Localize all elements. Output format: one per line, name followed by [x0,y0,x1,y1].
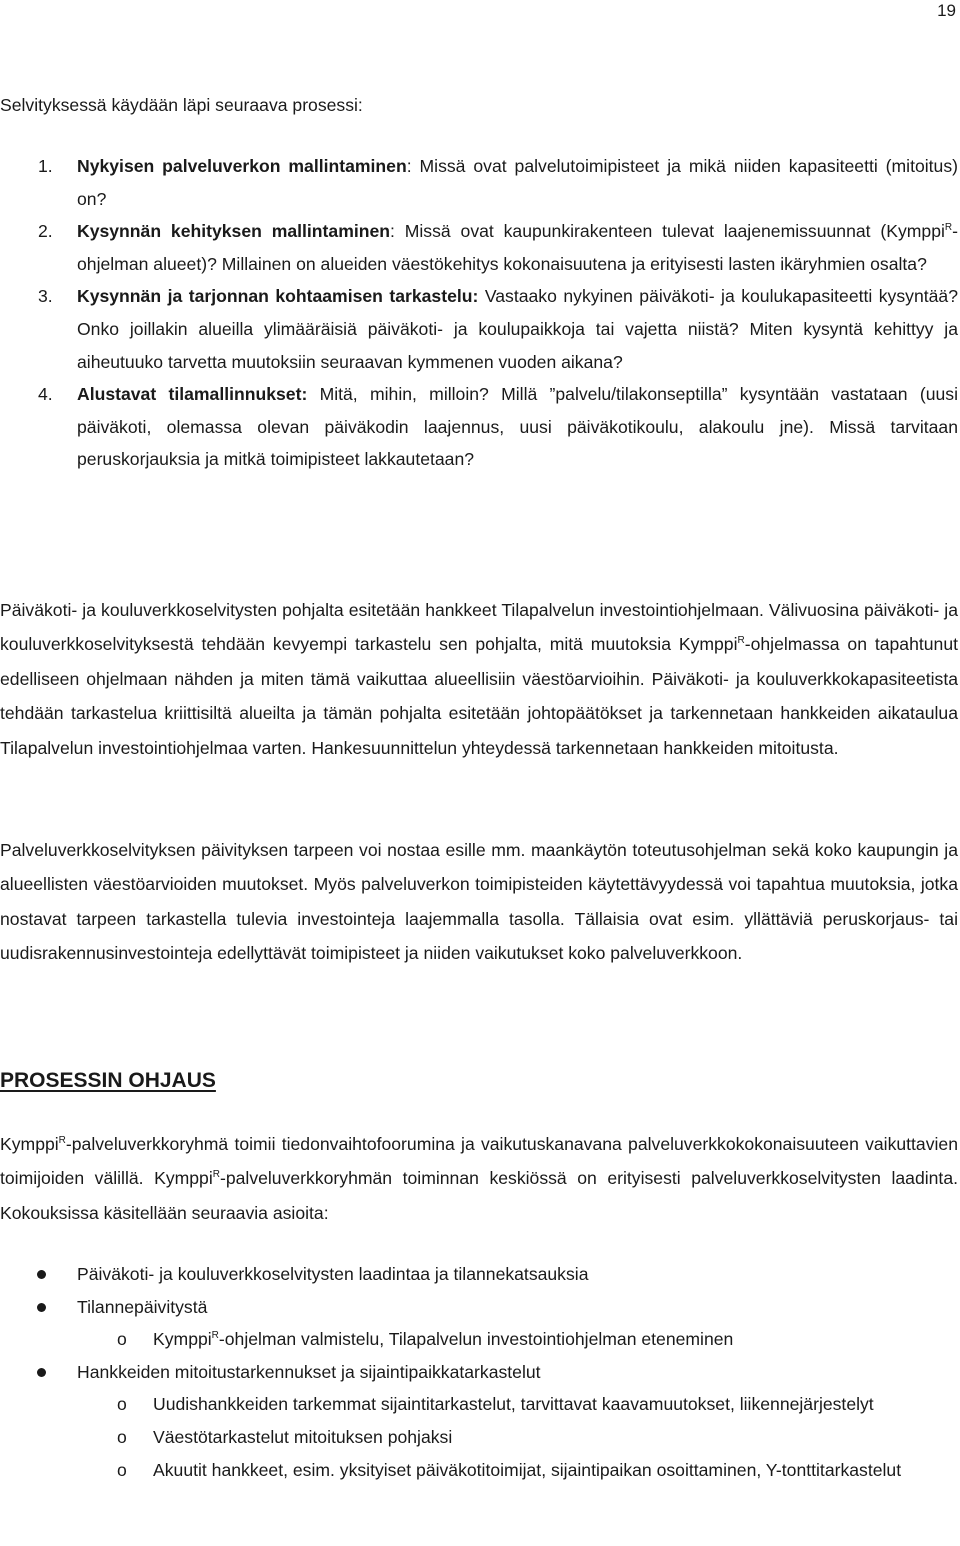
agenda-subitem [77,1421,958,1454]
item-number: 1. [38,156,53,176]
superscript-r: R [58,1135,66,1146]
agenda-list [0,1258,958,1486]
item-number: 3. [38,286,53,307]
agenda-item-label: Päiväkoti- ja kouluverkkoselvitysten laadintaa ja tilannekatsauksia [77,1264,589,1284]
process-item [0,280,958,378]
agenda-sublist [77,1323,958,1356]
item-text: Mitä, mihin, milloin? Millä ”palvelu/tilakonseptilla” kysyntään vastataan (uusi päiväkoti, olemassa olevan päiväkodin laajennus, uusi päiväkotikoulu, alakoulu jne). Missä tarvitaan peruskorjauksia ja mitkä toimipisteet lakkautetaan? [77,384,958,470]
page-number: 19 [937,1,956,20]
item-text: Vastaako nykyinen päiväkoti- ja koulukapasiteetti kysyntää? Onko joillakin alueilla ylimääräisiä päiväkoti- ja koulupaikkoja tai vajetta niistä? Miten kysyntä kehittyy ja aiheutuuko tarvetta muutoksiin seuraavan kymmenen vuoden aikana? [77,286,958,372]
process-item [0,150,958,215]
intro-text: Selvityksessä käydään läpi seuraava prosessi: [0,95,363,115]
agenda-subitem-label: Akuutit hankkeet, esim. yksityiset päiväkotitoimijat, sijaintipaikan osoittaminen, Y-tonttitarkastelut [153,1459,902,1480]
paragraph-text: Kymppi [0,1134,59,1154]
paragraph-text-end: -palveluverkkoryhmän toiminnan keskiössä on erityisesti palveluverkkoselvitysten laadinta. Kokouksissa käsitellään seuraavia asioita: [0,1168,958,1223]
process-list [0,150,958,476]
paragraph-text-cont: -palveluverkkoryhmä toimii tiedonvaihtofoorumina ja vaikutuskanavana palveluverkkokokonaisuuteen vaikuttavien toimijoiden välillä. Kymppi [0,1134,958,1189]
paragraph-text-cont: -ohjelmassa on tapahtunut edelliseen ohjelmaan nähden ja miten tämä vaikuttaa alueellisiin väestöarvioihin. Päiväkoti- ja kouluverkkokapasiteetista tehdään tarkastelua kriittisiltä alueilta ja tämän pohjalta esitetään johtopäätökset ja tarkennetaan hankkeiden aikataulua Tilapalvelun investointiohjelmaa varten. Hankesuunnittelun yhteydessä tarkennetaan hankkeiden mitoitusta. [0,634,958,758]
agenda-subitem-label: Uudishankkeiden tarkemmat sijaintitarkastelut, tarvittavat kaavamuutokset, liikennejärjestelyt [153,1394,874,1415]
agenda-item-label: Tilannepäivitystä [77,1296,208,1317]
bullet-icon [37,1270,46,1279]
process-item [0,378,958,476]
item-title: Kysynnän ja tarjonnan kohtaamisen tarkastelu: [77,286,479,307]
paragraph-steering [0,1127,958,1230]
item-title: Nykyisen palveluverkon mallintaminen [77,156,407,176]
item-text: : Missä ovat kaupunkirakenteen tulevat laajenemissuunnat (Kymppi [390,221,945,242]
item-number: 4. [38,384,53,405]
bullet-icon [37,1368,46,1377]
paragraph-update: Palveluverkkoselvityksen päivityksen tarpeen voi nostaa esille mm. maankäytön toteutusohjelman sekä koko kaupungin ja alueellisten väestöarvioiden muutokset. Myös palveluverkon toimipisteiden käytettävyydessä voi tapahtua muutoksia, jotka nostavat tarpeen tarkastella tulevia investointeja laajemmalla tasolla. Tällaisia ovat esim. yllättäviä peruskorjaus- tai uudisrakennusinvestointeja edellyttävät toimipisteet ja niiden vaikutukset koko palveluverkkoon. [0,840,958,964]
circle-bullet-icon: o [117,1459,127,1480]
item-title: Kysynnän kehityksen mallintaminen [77,221,391,242]
item-text-cont: -ohjelman alueet)? Millainen on alueiden väestökehitys kokonaisuutena ja erityisesti lasten ikäryhmien osalta? [77,221,958,274]
superscript-r: R [944,222,953,234]
agenda-item [0,1258,958,1291]
paragraph-text: Päiväkoti- ja kouluverkkoselvitysten pohjalta esitetään hankkeet Tilapalvelun investointiohjelmaan. Välivuosina päiväkoti- ja kouluverkkoselvityksestä tehdään kevyempi tarkastelu sen pohjalta, mitä muutoksia Kymppi [0,600,958,655]
bullet-icon [37,1303,46,1312]
agenda-subitem-label-cont: -ohjelman valmistelu, Tilapalvelun investointiohjelman eteneminen [218,1329,734,1350]
agenda-item-label: Hankkeiden mitoitustarkennukset ja sijaintipaikkatarkastelut [77,1361,541,1382]
item-text: : Missä ovat palvelutoimipisteet ja mikä niiden kapasiteetti (mitoitus) on? [77,156,959,209]
section-heading: PROSESSIN OHJAUS [0,1069,216,1092]
circle-bullet-icon: o [117,1394,127,1415]
agenda-sublist [77,1388,958,1486]
superscript-r: R [737,635,745,647]
superscript-r: R [211,1330,219,1342]
item-title: Alustavat tilamallinnukset: [77,384,308,405]
agenda-subitem-label: Väestötarkastelut mitoituksen pohjaksi [153,1426,453,1447]
circle-bullet-icon: o [117,1329,127,1350]
paragraph-investment [0,593,958,765]
agenda-subitem-label: Kymppi [153,1329,212,1350]
circle-bullet-icon: o [117,1426,127,1447]
item-number: 2. [38,221,53,242]
agenda-item [0,1356,958,1486]
agenda-subitem [77,1454,958,1487]
agenda-item [0,1291,958,1356]
agenda-subitem [77,1388,958,1421]
process-item [0,215,958,280]
agenda-subitem [77,1323,958,1356]
superscript-r: R [212,1169,220,1181]
